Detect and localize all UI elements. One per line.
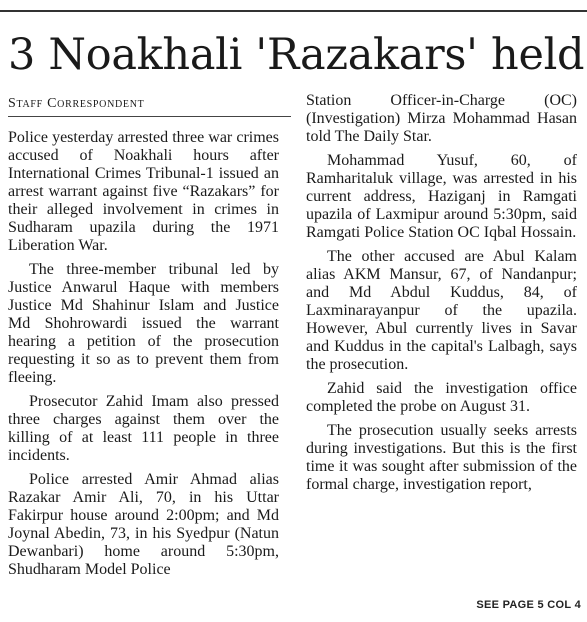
- headline: 3 Noakhali 'Razakars' held: [8, 30, 585, 80]
- paragraph: Police yesterday arrested three war crimes accused of Noakhali hours after International Crimes Tribunal-1 issued an arrest warrant against five “Razakars” for their alleged involvement in crimes in Sudharam upazila during the 1971 Liberation War.: [8, 129, 279, 254]
- paragraph: The prosecution usually seeks arrests during investigations. But this is the first time it was sought after submission of the formal charge, investigation report,: [306, 422, 577, 493]
- continuation-jump-line: SEE PAGE 5 COL 4: [476, 599, 581, 611]
- paragraph: The other accused are Abul Kalam alias AKM Mansur, 67, of Nandanpur; and Md Abdul Kuddus, 84, of Laxminarayanpur of the upazila. However, Abul currently lives in Savar and Kuddus in the capital's Lalbagh, says the prosecution.: [306, 248, 577, 373]
- paragraph: Police arrested Amir Ahmad alias Razakar Amir Ali, 70, in his Uttar Fakirpur house around 2:00pm; and Md Joynal Abedin, 73, in his Syedpur (Natun Dewanbari) home around 5:30pm, Shudharam Model Police: [8, 471, 279, 578]
- paragraph: Mohammad Yusuf, 60, of Ramharitaluk village, was arrested in his current address, Haziganj in Ramgati upazila of Laxmipur around 5:30pm, said Ramgati Police Station OC Iqbal Hossain.: [306, 152, 577, 241]
- paragraph: Prosecutor Zahid Imam also pressed three charges against them over the killing of at least 111 people in three incidents.: [8, 393, 279, 464]
- paragraph: Zahid said the investigation office completed the probe on August 31.: [306, 380, 577, 415]
- article-column-right: [306, 92, 577, 500]
- paragraph: The three-member tribunal led by Justice Anwarul Haque with members Justice Md Shahinur Islam and Justice Md Shohrowardi issued the warrant hearing a petition of the prosecution requesting it so as to prevent them from fleeing.: [8, 261, 279, 386]
- top-rule: [0, 10, 587, 12]
- byline-rule: [8, 116, 291, 117]
- paragraph: Station Officer-in-Charge (OC) (Investigation) Mirza Mohammad Hasan told The Daily Star.: [306, 92, 577, 145]
- byline: Staff Correspondent: [8, 96, 145, 111]
- article-column-left: [8, 129, 279, 585]
